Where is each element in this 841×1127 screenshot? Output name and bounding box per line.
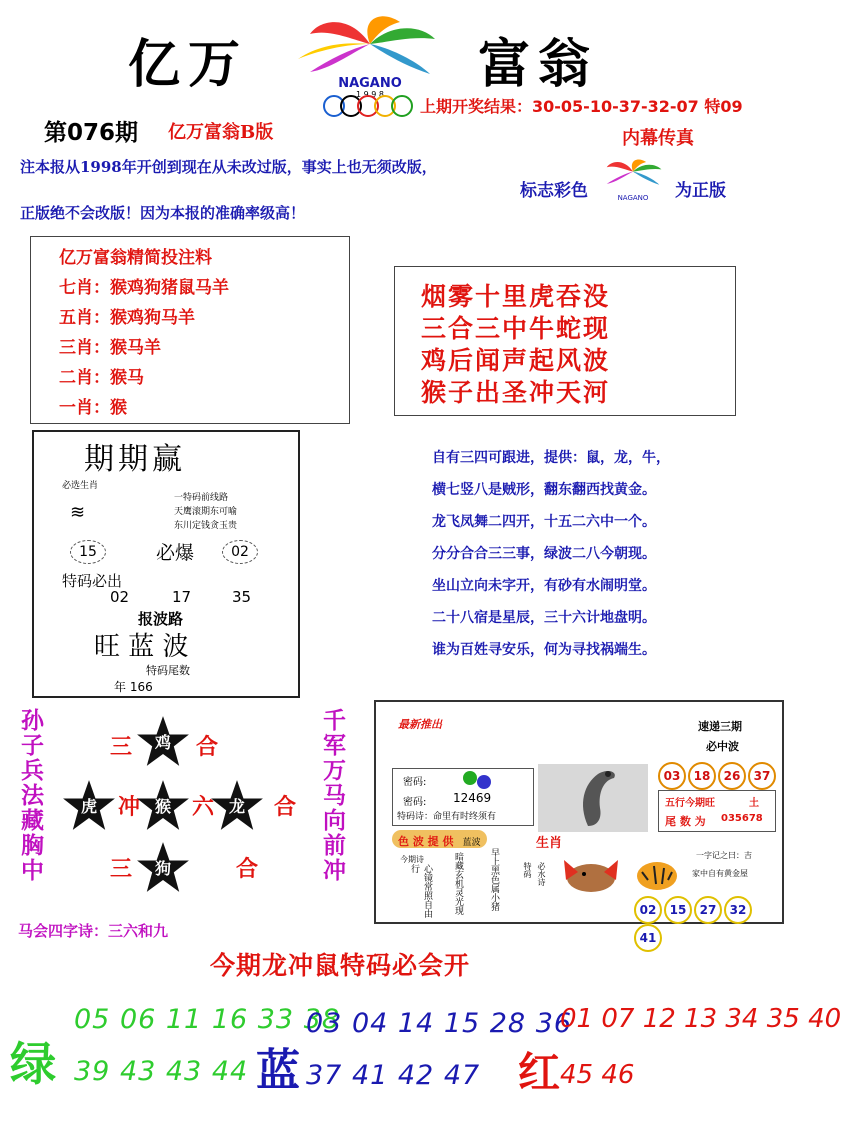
mima-label-2: 密码: — [403, 797, 427, 808]
tema-poem: 特码诗：命里有时终须有 — [397, 812, 497, 822]
win-big-text: 旺 蓝 波 — [94, 632, 189, 662]
notice-line-2: 正版绝不会改版！因为本报的准确率级高！ — [20, 204, 306, 222]
wuxing-label: 五行今期旺 — [665, 798, 715, 809]
star-hou-label: 猴 — [154, 796, 171, 816]
info-panel — [374, 700, 784, 945]
circle-number: 02 — [634, 896, 662, 924]
star-gou — [136, 840, 190, 894]
poem-col: 心镜常照自由行 — [409, 864, 432, 918]
rat-icon — [556, 850, 626, 898]
panel-three: 速递三期 — [698, 720, 742, 733]
color-wave-banner — [392, 830, 487, 848]
win-num-right: 02 — [222, 540, 258, 564]
ball-icon — [477, 775, 491, 789]
title-left: 亿万 — [128, 34, 249, 95]
color-wave-label: 色 波 提 供 — [398, 835, 454, 848]
win-small-right: 天鹰滚期东可喻 — [174, 507, 238, 517]
circle-number: 27 — [694, 896, 722, 924]
circle-number: 41 — [634, 924, 662, 952]
blue-numbers-1: 03 04 14 15 28 36 — [306, 1008, 573, 1039]
star-gou-label: 狗 — [154, 858, 171, 878]
picks-box — [30, 236, 350, 424]
star-text-he: 合 — [196, 734, 219, 760]
star-text-san-2: 三 — [110, 856, 133, 882]
logo-year: 1 9 9 8 — [356, 90, 384, 99]
blue-label: 蓝 — [256, 1045, 300, 1096]
circle-number: 37 — [748, 762, 776, 790]
blue-poem-line: 谁为百姓寻安乐，何为寻找祸端生。 — [432, 642, 656, 658]
star-long — [210, 778, 264, 832]
issue-number: 第076期 — [44, 120, 139, 146]
jiazhong-label: 家中自有黄金屋 — [692, 869, 748, 878]
poem-col: 早上黑色属小猪 — [489, 848, 499, 911]
win-title: 期期赢 — [84, 442, 186, 477]
panel-latest: 最新推出 — [398, 718, 442, 731]
circle-number: 26 — [718, 762, 746, 790]
green-numbers-1: 05 06 11 16 33 38 — [74, 1004, 341, 1035]
win-must: 必爆 — [156, 542, 195, 564]
seal-image — [538, 764, 648, 832]
blue-poem — [432, 442, 732, 666]
green-numbers-2: 39 43 43 44 — [74, 1056, 249, 1087]
win-num: 02 — [110, 588, 130, 606]
star-hu-label: 虎 — [80, 796, 97, 816]
star-long-label: 龙 — [228, 796, 245, 816]
small-col: 特码 — [523, 862, 532, 878]
tail-value: 035678 — [721, 813, 763, 824]
panel-must-wave: 必中波 — [706, 740, 739, 753]
picks-row: 三肖：猴马羊 — [59, 338, 161, 358]
blue-poem-line: 自有三四可跟进，提供：鼠，龙，牛， — [432, 450, 670, 466]
circle-number: 03 — [658, 762, 686, 790]
mahui-poem: 马会四字诗：三六和九 — [18, 922, 169, 940]
poem-col: 暗藏玄机灵光现 — [453, 852, 463, 915]
wuxing-box — [658, 790, 776, 832]
win-tema-tail: 特码尾数 — [146, 664, 190, 677]
circle-number: 15 — [664, 896, 692, 924]
red-poem-line: 鸡后闻声起风波 — [421, 346, 611, 375]
mima-box — [392, 768, 534, 826]
red-numbers-1: 01 07 12 13 34 35 40 — [560, 1004, 841, 1034]
jinqi-label: 今期诗 — [400, 855, 424, 864]
title-right: 富翁 — [478, 34, 599, 95]
red-poem-line: 三合三中牛蛇现 — [421, 314, 611, 343]
mima-value: 12469 — [453, 791, 492, 805]
blue-poem-line: 分分合合三三事，绿波二八今朝现。 — [432, 546, 656, 562]
last-result: 上期开奖结果：30-05-10-37-32-07 特09 — [420, 97, 743, 116]
tiger-image — [632, 854, 682, 894]
star-text-he-3: 合 — [236, 856, 259, 882]
standard-left: 标志彩色 — [520, 181, 588, 201]
blue-numbers-2: 37 41 42 47 — [306, 1060, 481, 1091]
left-vertical-text: 孙子兵法藏胸中 — [17, 708, 44, 883]
color-wave-value: 蓝波 — [462, 838, 481, 848]
win-num: 35 — [232, 588, 252, 606]
red-numbers-2: 45 46 — [560, 1060, 635, 1090]
star-text-san: 三 — [110, 734, 133, 760]
red-poem-line: 猴子出圣冲天河 — [421, 378, 611, 407]
win-tema: 特码必出 — [62, 572, 123, 590]
win-num: 17 — [172, 588, 192, 606]
circle-number: 32 — [724, 896, 752, 924]
tail-label: 尾 数 为 — [665, 815, 706, 828]
picks-row: 五肖：猴鸡狗马羊 — [59, 308, 195, 328]
blue-poem-line: 坐山立向未字开，有砂有水闹明堂。 — [432, 578, 656, 594]
star-ji-label: 鸡 — [154, 732, 171, 752]
blue-poem-line: 二十八宿是星辰，三十六计地盘明。 — [432, 610, 656, 626]
star-hu — [62, 778, 116, 832]
picks-title: 亿万富翁精简投注料 — [59, 248, 212, 268]
right-vertical-text: 千军万马向前冲 — [319, 708, 346, 883]
win-small-right: 一特码前线路 — [174, 493, 229, 503]
small-logo-text: NAGANO — [617, 194, 649, 202]
picks-row: 一肖：猴 — [59, 398, 127, 418]
win-wave-road: 报波路 — [138, 610, 184, 628]
red-poem-line: 烟雾十里虎吞没 — [421, 282, 611, 311]
star-hou — [136, 778, 190, 832]
small-logo-icon — [598, 154, 668, 214]
headline: 今期龙冲鼠特码必会开 — [210, 951, 471, 980]
win-small-left: 必选生肖 — [62, 481, 99, 491]
win-box — [32, 430, 300, 698]
ball-icon — [463, 771, 477, 785]
fish-icon: ≋ — [70, 502, 86, 523]
picks-row: 二肖：猴马 — [59, 368, 144, 388]
circle-number: 18 — [688, 762, 716, 790]
green-label: 绿 — [10, 1037, 56, 1091]
star-ji — [136, 714, 190, 768]
notice-line-1: 注本报从1998年开创到现在从未改过版，事实上也无须改版， — [20, 158, 437, 176]
star-text-he-2: 合 — [274, 794, 297, 820]
circle-bottom — [634, 896, 782, 952]
red-poem-box — [394, 266, 736, 416]
blue-poem-line: 横七竖八是贼形，翻东翻西找黄金。 — [432, 482, 656, 498]
circle-top — [658, 762, 778, 790]
win-tail: 年 166 — [114, 680, 153, 694]
fax-label: 内幕传真 — [622, 128, 694, 149]
yiju-label: 一字记之曰：吉 — [696, 851, 752, 860]
tiger-icon — [632, 854, 682, 894]
wuxing-value: 土 — [749, 798, 759, 809]
shengxiao-label: 生肖 — [536, 836, 563, 851]
star-cluster — [60, 712, 310, 902]
blue-poem-line: 龙飞凤舞二四开，十五二六中一个。 — [432, 514, 656, 530]
red-label: 红 — [518, 1048, 561, 1097]
flower-logo-icon — [290, 14, 450, 76]
seal-icon — [538, 764, 648, 832]
mima-label: 密码: — [403, 777, 427, 788]
win-num-left: 15 — [70, 540, 106, 564]
standard-right: 为正版 — [675, 181, 726, 201]
edition: 亿万富翁B版 — [168, 122, 274, 143]
win-small-right: 东川定钱贪玉贵 — [174, 521, 238, 531]
small-col: 必水诗 — [537, 862, 546, 886]
star-text-chong: 冲 — [118, 794, 141, 820]
logo-text: NAGANO — [338, 76, 402, 91]
rat-image — [556, 850, 626, 898]
star-text-liu: 六 — [192, 794, 215, 820]
picks-row: 七肖：猴鸡狗猪鼠马羊 — [59, 278, 229, 298]
